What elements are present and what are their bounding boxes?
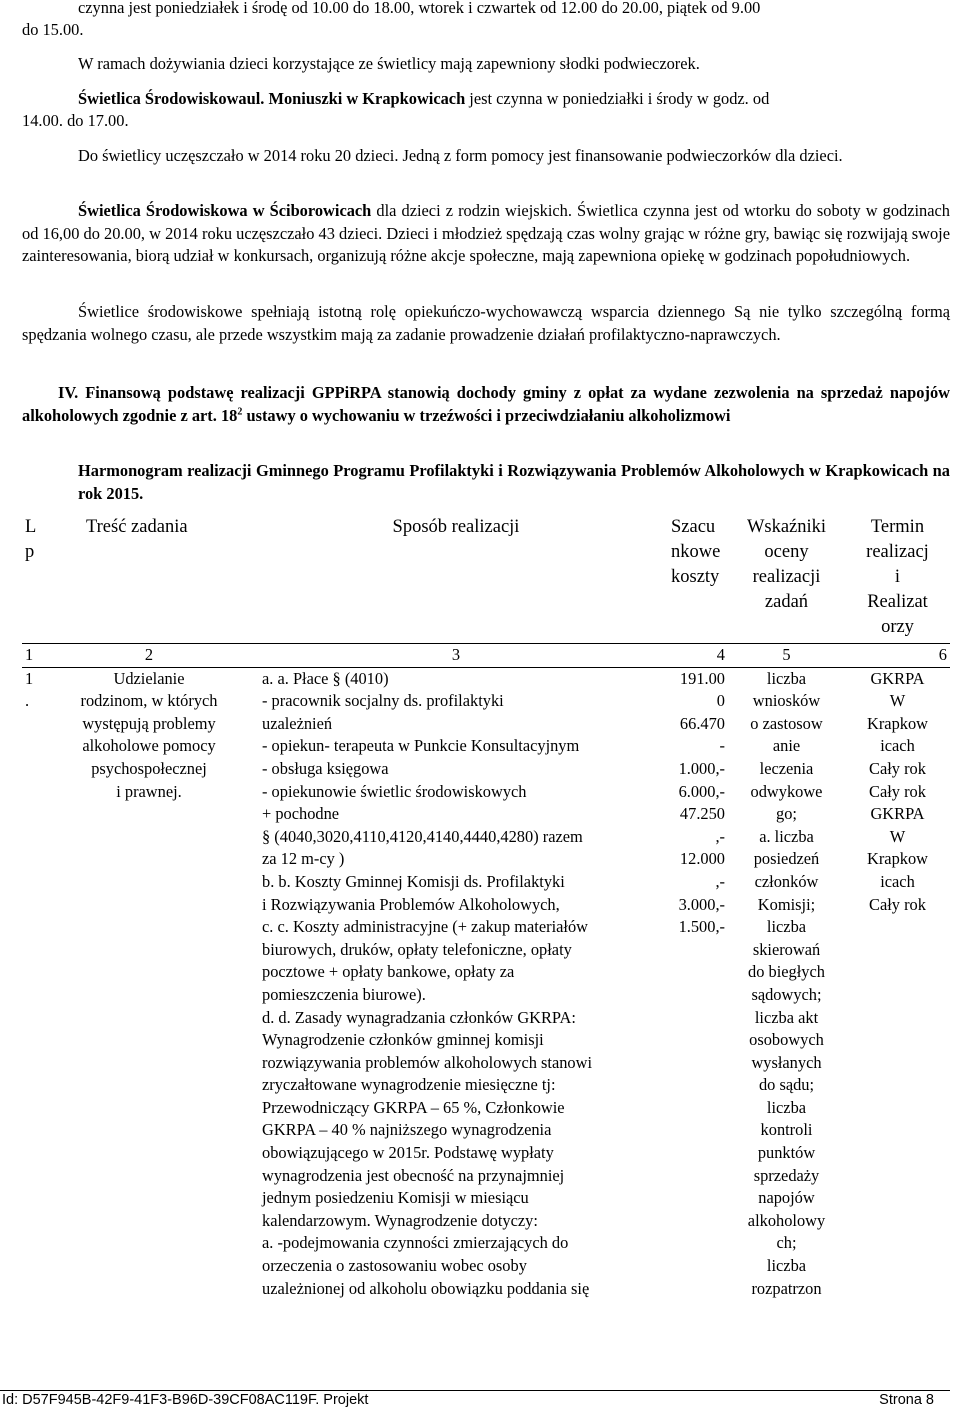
- row-indicators: liczba wniosków o zastosow anie leczenia odwykowe go; a. liczba posiedzeń członków Komisji; liczba skierowań do biegłych sądowych; liczba akt osobowych wysłanych do sądu; liczba kontroli punktów sprzedaży napojów alkoholowy ch; liczba rozpatrzon: [747, 668, 826, 1298]
- paragraph-attendance: [22, 145, 950, 168]
- row-method: a. a. Płace § (4010) - pracownik socjalny ds. profilaktyki uzależnień - opiekun- terapeuta w Punkcie Konsultacyjnym - obsługa księgowa - opiekunowie świetlic środowiskowych + pochodne § (4040,3020,4110,4120,4140,4440,4280) razem za 12 m-cy ) b. b. Koszty Gminnej Komisji ds. Profilaktyki i Rozwiązywania Problemów Alkoholowych, c. c. Koszty administracyjne (+ zakup materiałów biurowych, druków, opłaty telefoniczne, opłaty pocztowe + opłaty bankowe, opłaty za pomieszczenia biurowe). d. d. Zasady wynagradzania członków GKRPA: Wynagrodzenie członków gminnej komisji rozwiązywania problemów alkoholowych stanowi zryczałtowane wynagrodzenie miesięczne tj: Przewodniczący GKRPA – 65 %, Członkowie GKRPA – 40 % najniższego wynagrodzenia obowiązującego w 2015r. Podstawę wypłaty wynagrodzenia jest obecność na przynajmniej jednym posiedzeniu Komisji w miesiącu kalendarzowym. Wynagrodzenie dotyczy: a. -podejmowania czynności zmierzających do orzeczenia o zastosowaniu wobec osoby uzależnionej od alkoholu obowiązku poddania się: [262, 668, 592, 1298]
- sciborowice-name: Świetlica Środowiskowa w Ściborowicach: [78, 201, 372, 220]
- hours-text-end: do 15.00.: [22, 20, 84, 39]
- attendance-text: Do świetlicy uczęszczało w 2014 roku 20 dzieci. Jedną z form pomocy jest finansowanie podwieczorków dla dzieci.: [78, 146, 843, 165]
- section-label: IV.: [58, 383, 79, 402]
- table-number-row: [22, 644, 950, 668]
- section-text-end: ustawy o wychowaniu w trzeźwości i przeciwdziałaniu alkoholizmowi: [242, 405, 731, 425]
- section-text: Finansową podstawę realizacji GPPiRPA stanowią dochody gminy z opłat za wydane zezwolenia na sprzedaż napojów alkoholowych zgodnie z art. 18: [22, 383, 950, 425]
- header-lp: L p: [22, 509, 54, 644]
- page-footer: [0, 1390, 960, 1412]
- number-cell: 3: [244, 644, 668, 668]
- header-costs: Szacu nkowe koszty: [668, 509, 728, 644]
- hours-line-1: [78, 0, 950, 20]
- hours-line-2: [22, 19, 322, 42]
- paragraph-snack: [78, 53, 950, 76]
- number-cell: 2: [54, 644, 244, 668]
- paragraph-moniuszki: [78, 88, 950, 111]
- number-cell: 1: [22, 644, 54, 668]
- paragraph-moniuszki-line-2: [22, 110, 422, 133]
- row-term: GKRPA W Krapkow icach Cały rok Cały rok GKRPA W Krapkow icach Cały rok: [867, 668, 928, 914]
- role-text: Świetlice środowiskowe spełniają istotną rolę opiekuńczo-wychowawczą wsparcia dziennego Są nie tylko szczególną formą spędzania wolnego czasu, ale przede wszystkim mają za zadanie prowadzenie działań profilaktyczno-naprawczych.: [22, 302, 950, 344]
- number-cell: 4: [668, 644, 728, 668]
- number-cell: 5: [728, 644, 845, 668]
- table-row: [22, 667, 950, 1318]
- snack-text: W ramach dożywiania dzieci korzystające ze świetlicy mają zapewniony słodki podwieczorek.: [78, 54, 700, 73]
- document-id: Id: D57F945B-42F9-41F3-B96D-39CF08AC119F. Projekt: [2, 1392, 369, 1408]
- hours-text: czynna jest poniedziałek i środę od 10.00 do 18.00, wtorek i czwartek od 12.00 do 20.00, piątek od 9.00: [78, 0, 761, 17]
- footer-rule: [0, 1390, 950, 1391]
- paragraph-sciborowice: [22, 200, 950, 268]
- header-task: Treść zadania: [54, 509, 244, 644]
- table-header-row: [22, 509, 950, 644]
- row-task: Udzielanie rodzinom, w których występują problemy alkoholowe pomocy psychospołecznej i prawnej.: [80, 668, 218, 801]
- section-superscript: 2: [237, 406, 243, 418]
- page-number: Strona 8: [879, 1392, 934, 1408]
- section-iv: [22, 382, 950, 427]
- harmonogram-title-text: Harmonogram realizacji Gminnego Programu Profilaktyki i Rozwiązywania Problemów Alkoholowych w Krapkowicach na rok 2015.: [78, 461, 950, 503]
- schedule-table: [22, 509, 950, 1318]
- paragraph-role: [22, 301, 950, 346]
- moniuszki-hours-end: 14.00. do 17.00.: [22, 111, 129, 130]
- header-term: Termin realizacj i Realizat orzy: [845, 509, 950, 644]
- sciborowice-text: dla dzieci z rodzin wiejskich. Świetlica czynna jest od wtorku do soboty w godzinach od 16,00 do 20.00, w 2014 roku uczęszczało 43 dzieci. Dzieci i młodzież spędzają czas wolny grając w różne gry, bawiąc się rozwijają swoje zainteresowania, biorą udział w konkursach, organizują różne akcje społeczne, mają zapewniona opiekę w godzinach popołudniowych.: [22, 201, 951, 266]
- row-lp: 1 .: [25, 668, 34, 711]
- moniuszki-name: Świetlica Środowiskowaul. Moniuszki w Krapkowicach: [78, 89, 466, 108]
- header-method: Sposób realizacji: [244, 509, 668, 644]
- row-costs: 191.00 0 66.470 - 1.000,- 6.000,- 47.250 ,- 12.000 ,- 3.000,- 1.500,-: [678, 668, 725, 937]
- header-indicators: Wskaźniki oceny realizacji zadań: [728, 509, 845, 644]
- number-cell: 6: [845, 644, 950, 668]
- moniuszki-hours: jest czynna w poniedziałki i środy w godz. od: [465, 89, 770, 108]
- harmonogram-title: [78, 460, 950, 505]
